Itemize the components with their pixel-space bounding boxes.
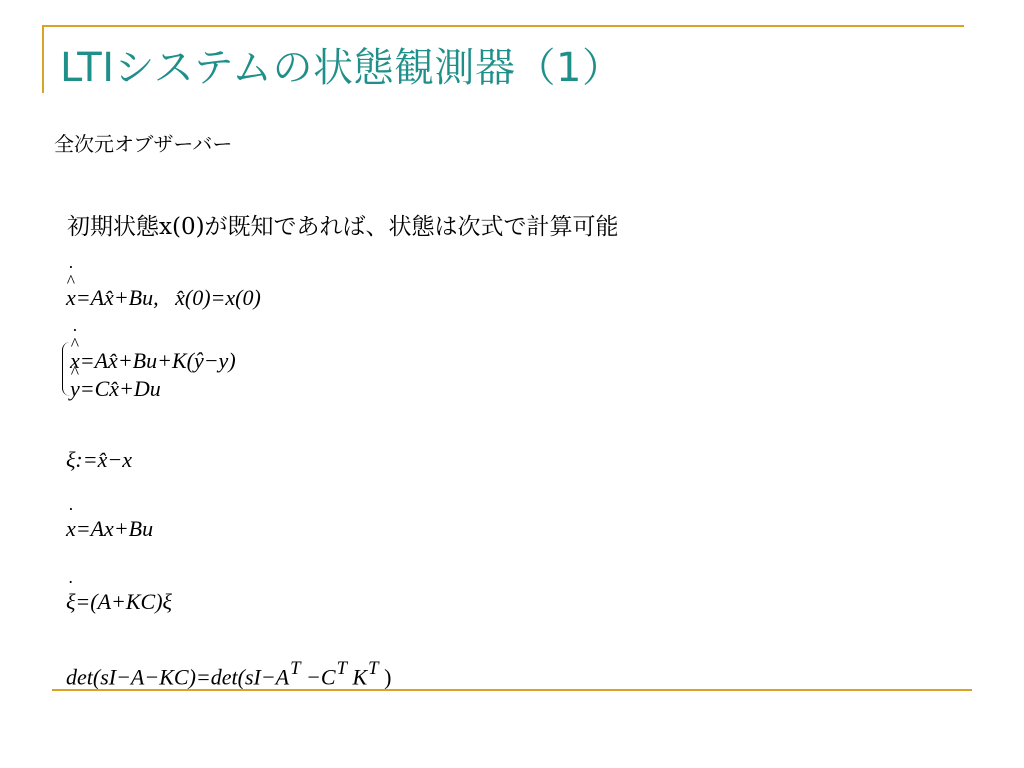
- x-dot-symbol: x ˙: [66, 516, 76, 542]
- det-mid: −C: [306, 664, 336, 690]
- transpose-mark: T: [368, 658, 379, 679]
- det-close: ): [384, 664, 392, 690]
- title-left-rule: [42, 25, 44, 93]
- observer-output-rhs: =Cx̂+Du: [79, 376, 161, 401]
- error-dynamics-equation: [66, 589, 172, 615]
- title-top-rule: [42, 25, 964, 27]
- determinant-equation: [66, 658, 391, 690]
- observer-state-rhs: =Ax̂+Bu+K(ŷ−y): [79, 348, 236, 373]
- eq1-rhs: =Ax̂+Bu,: [75, 285, 159, 310]
- x-hat-dot-symbol: ^ x ˙: [66, 285, 76, 311]
- plant-equation: [66, 516, 153, 542]
- observer-copy-equation: [66, 285, 261, 311]
- error-dynamics-rhs: =(A+KC)ξ: [75, 589, 172, 614]
- x-hat-dot-symbol: ^ x ˙: [70, 348, 80, 374]
- transpose-mark: T: [290, 658, 301, 679]
- observer-output-equation: [70, 376, 161, 402]
- section-subtitle: 全次元オブザーバー: [54, 132, 233, 156]
- y-hat-symbol: ^ y: [70, 376, 80, 402]
- det-left: det(sI−A−KC)=det(sI−A: [66, 664, 290, 690]
- intro-text: 初期状態x(0)が既知であれば、状態は次式で計算可能: [67, 214, 619, 240]
- page-title: LTIシステムの状態観測器（1）: [60, 45, 623, 91]
- bottom-rule: [52, 689, 972, 691]
- plant-rhs: =Ax+Bu: [75, 516, 154, 541]
- eq1-init-rhs: =x(0): [210, 285, 261, 310]
- transpose-mark: T: [336, 658, 347, 679]
- error-definition: ξ:=x̂−x: [66, 447, 132, 472]
- observer-state-equation: [70, 348, 236, 374]
- xi-dot-symbol: ξ ˙: [66, 589, 75, 615]
- eq1-init-lhs: x̂(0): [175, 285, 211, 310]
- det-k: K: [352, 664, 368, 690]
